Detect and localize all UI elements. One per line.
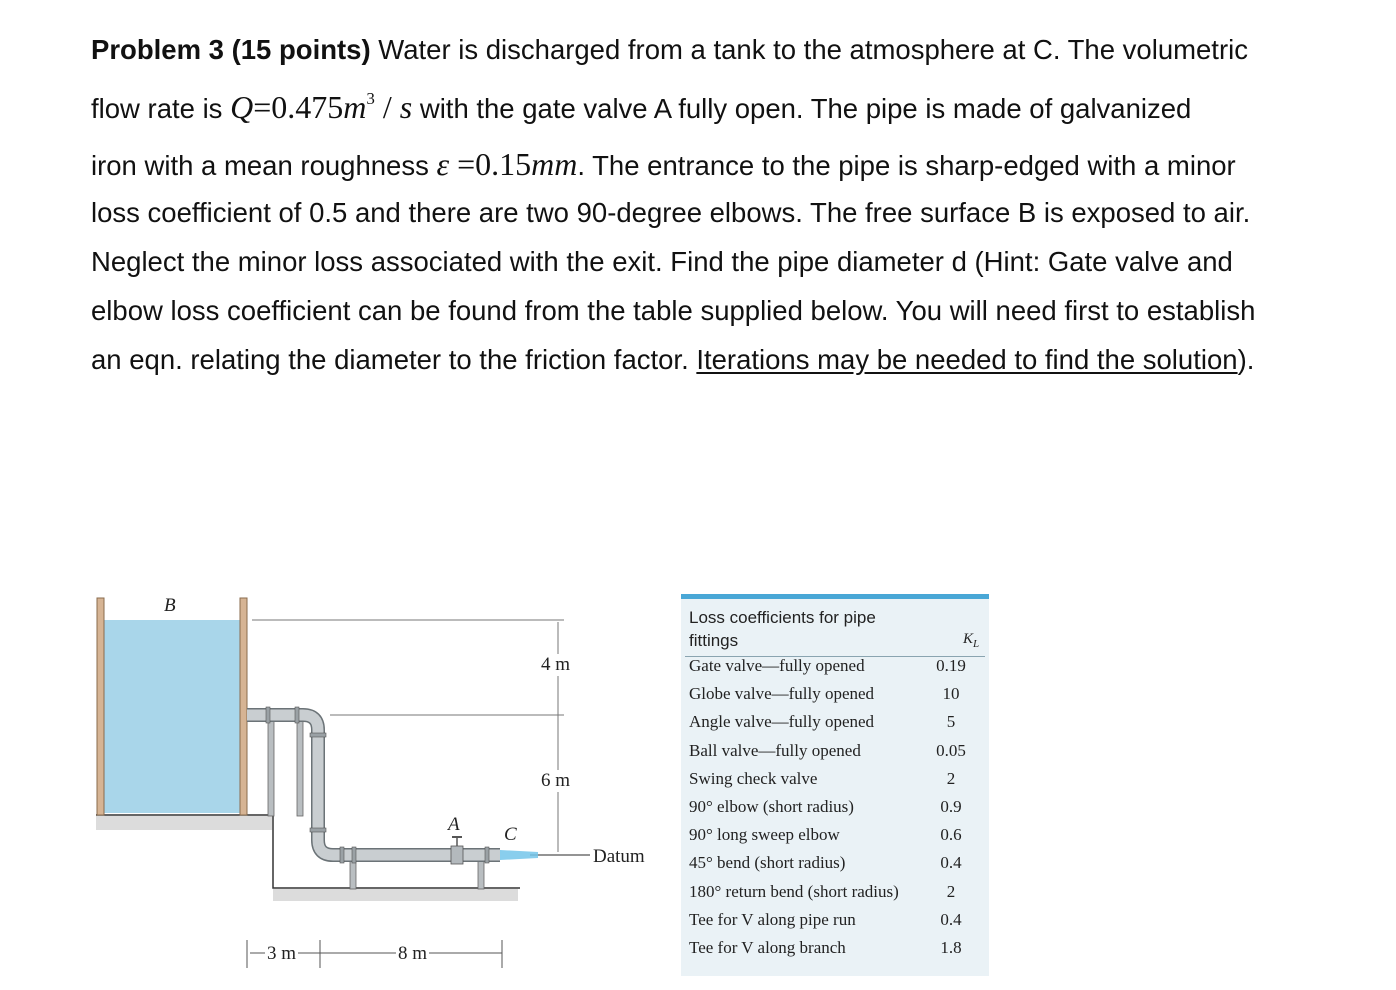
flange-2 — [295, 707, 299, 723]
support-4 — [478, 860, 484, 889]
tank-pipe-figure — [90, 590, 670, 980]
loss-coefficient-value: 0.4 — [940, 909, 962, 929]
flange-4 — [310, 828, 326, 832]
iterations-hint: Iterations may be needed to find the solution — [696, 344, 1238, 375]
loss-coefficient-value: 1.8 — [940, 938, 962, 957]
problem-statement — [91, 28, 1321, 387]
fitting-name: Angle valve—fully opened — [689, 712, 875, 732]
dim-4m-label: 4 m — [541, 654, 571, 675]
flow-rate-equation: $Q=0.475m^3 / s$ — [230, 89, 413, 125]
loss-coefficient-value: 10 — [942, 684, 960, 704]
loss-coefficient-value: 0.05 — [936, 740, 966, 760]
support-3 — [350, 860, 356, 889]
figure-drawing — [90, 590, 670, 980]
table-row — [681, 823, 989, 851]
fitting-name: 90° elbow (short radius) — [689, 797, 854, 816]
table-row — [681, 880, 989, 908]
problem-title: Problem 3 (15 points) — [91, 34, 371, 65]
flange-5 — [340, 847, 344, 863]
pipe — [247, 715, 500, 855]
support-1 — [268, 718, 274, 816]
problem-line-1: Problem 3 (15 points) Water is discharged from a tank to the atmosphere at C. The volumetric — [91, 34, 1248, 65]
label-c: C — [504, 824, 517, 845]
datum-label: Datum — [593, 846, 645, 867]
problem-line-4: loss coefficient of 0.5 and there are two 90-degree elbows. The free surface B is exposed to air. — [91, 197, 1251, 228]
loss-coefficient-value: 0.9 — [940, 797, 962, 816]
roughness-equation: ε =0.15mm — [436, 146, 578, 182]
problem-line-5: Neglect the minor loss associated with the exit. Find the pipe diameter d (Hint: Gate valve and — [91, 246, 1233, 277]
flange-1 — [266, 707, 270, 723]
k-header: $K_L$ — [963, 631, 980, 650]
ground-shade-left — [96, 816, 272, 830]
loss-coefficient-value: 0.6 — [940, 825, 962, 845]
loss-coefficient-table — [681, 594, 989, 976]
fitting-name: 180° return bend (short radius) — [689, 881, 899, 901]
table-title: Loss coefficients for pipe fittings — [689, 608, 876, 650]
loss-coefficient-value: 0.19 — [936, 656, 966, 675]
dim-3m-label: 3 m — [267, 943, 297, 964]
fitting-name: Swing check valve — [689, 768, 818, 788]
table-row — [681, 682, 989, 710]
table-row — [681, 710, 989, 738]
loss-coefficient-value: 0.4 — [940, 853, 962, 873]
loss-coefficient-value: 2 — [946, 768, 956, 788]
dim-6m-label: 6 m — [541, 770, 571, 791]
fitting-name: Tee for V along pipe run — [689, 909, 856, 929]
table-row — [681, 908, 989, 936]
gate-valve-a — [451, 846, 463, 864]
fitting-name: Tee for V along branch — [689, 938, 846, 957]
outlet-jet — [500, 850, 538, 860]
loss-coefficient-value: 5 — [946, 712, 956, 732]
problem-line-7: an eqn. relating the diameter to the friction factor. Iterations may be needed to find the solution). — [91, 344, 1255, 375]
fitting-name: 45° bend (short radius) — [689, 853, 846, 873]
flange-6 — [352, 847, 356, 863]
loss-coefficient-value: 2 — [946, 881, 956, 901]
flange-7 — [485, 847, 489, 863]
fitting-name: 90° long sweep elbow — [689, 825, 840, 845]
table-row — [681, 767, 989, 795]
ground-shade-bottom — [273, 889, 518, 901]
fitting-name: Globe valve—fully opened — [689, 684, 875, 704]
problem-line-2: flow rate is $Q=0.475m^3 / s$ with the gate valve A fully open. The pipe is made of galvanized — [91, 89, 1192, 125]
fitting-name: Gate valve—fully opened — [689, 656, 865, 675]
table-row — [681, 936, 989, 964]
support-2 — [297, 718, 303, 816]
pipe-fill — [247, 715, 500, 855]
table-row — [681, 795, 989, 823]
flange-3 — [310, 733, 326, 737]
label-a: A — [448, 814, 460, 835]
problem-line-6: elbow loss coefficient can be found from the table supplied below. You will need first to establish — [91, 295, 1256, 326]
dim-8m-label: 8 m — [398, 943, 428, 964]
table-accent-bar — [681, 594, 989, 599]
tank-water — [104, 620, 240, 813]
fitting-name: Ball valve—fully opened — [689, 740, 861, 760]
table-row — [681, 851, 989, 879]
problem-line-3: iron with a mean roughness ε =0.15mm. The entrance to the pipe is sharp-edged with a minor — [91, 146, 1236, 182]
tank-wall-left — [97, 598, 104, 815]
tank-wall-right — [240, 598, 247, 815]
table-row — [681, 739, 989, 767]
label-b: B — [164, 595, 176, 616]
table-row — [681, 654, 989, 682]
